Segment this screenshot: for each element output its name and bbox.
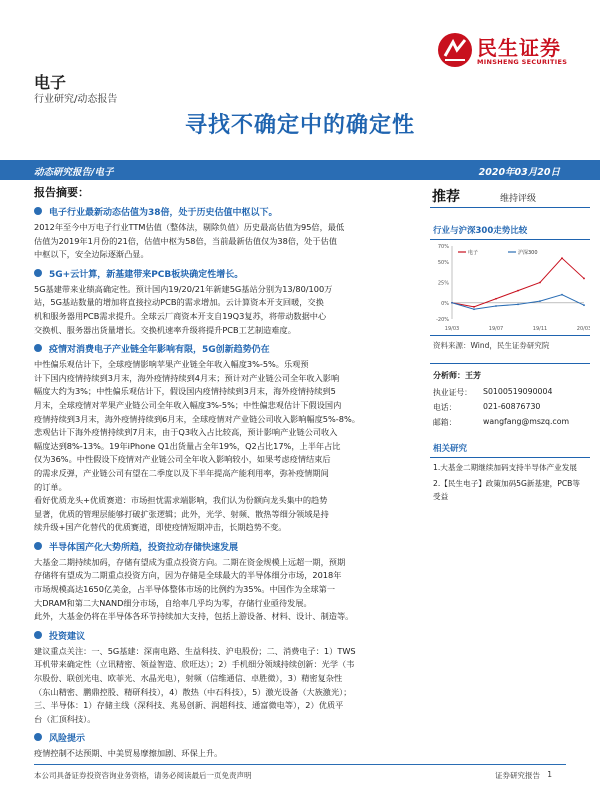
series-line-沪深300	[452, 295, 584, 310]
analyst-info	[430, 385, 590, 430]
y-tick-label: -20%	[436, 317, 449, 323]
section-heading	[34, 629, 424, 642]
text-line: 疫情控制不达预期、中美贸易摩擦加剧、环保上升。	[34, 748, 223, 759]
text-line: （东山精密、鹏鼎控股、精研科技），4）散热（中石科技），5）激光设备（大族激光）；	[34, 686, 352, 697]
text-line: 三、半导体：1）存储主线（深科技、兆易创新、润超科技、通富微电等），2）优质平	[34, 700, 344, 711]
section-heading-text: 风险提示	[49, 734, 86, 745]
section-paragraph	[34, 556, 424, 624]
report-type: 行业研究/动态报告	[34, 94, 118, 105]
section-heading-text: 5G+云计算，新基建带来PCB板块确定性增长。	[49, 269, 244, 280]
info-value: 021-60876730	[483, 402, 541, 411]
page-number: 1	[547, 770, 552, 779]
bullet-icon	[34, 542, 42, 550]
text-line: 站，5G基站数量的增加将直接拉动PCB的需求增加。云计算资本开支回暖，交换	[34, 297, 324, 308]
data-point	[517, 304, 519, 306]
trend-chart-svg	[430, 240, 590, 335]
abstract-title: 报告摘要：	[34, 186, 89, 199]
report-category: 动态研究报告/电子	[34, 167, 114, 178]
report-header	[0, 0, 600, 160]
data-point	[583, 278, 585, 280]
chart-heading: 行业与沪深300走势比较	[430, 222, 590, 240]
info-value: S0100519090004	[483, 387, 553, 396]
section-heading-text: 投资建议	[49, 631, 86, 642]
minsheng-logo-icon	[437, 32, 473, 68]
report-date: 2020年03月20日	[478, 167, 560, 178]
section-heading-text: 疫情对消费电子产业链全年影响有限，5G创新趋势仍在	[49, 345, 270, 356]
industry-label: 电子	[34, 73, 67, 92]
bullet-icon	[34, 733, 42, 741]
text-line: 计下国内疫情持续到3月末，海外疫情持续到4月末；预计对产业链公司全年收入影响	[34, 372, 340, 383]
logo-en-text: MINSHENG SECURITIES	[477, 58, 568, 66]
info-row	[430, 415, 590, 430]
sidebar	[430, 184, 590, 503]
section-heading	[34, 342, 424, 355]
section-heading	[34, 731, 424, 744]
data-point	[539, 300, 541, 302]
text-line: 大基金二期持续加码，存储有望成为重点投资方向。二期在资金规模上远超一期，预期	[34, 556, 346, 567]
x-tick-label: 19/07	[488, 326, 504, 332]
footer-divider	[34, 764, 566, 765]
info-row	[430, 385, 590, 400]
disclaimer-text: 本公司具备证券投资咨询业务资格，请务必阅读最后一页免责声明	[34, 771, 252, 780]
y-tick-label: 0%	[441, 300, 449, 307]
text-line: 大DRAM和第二大NAND细分市场，自给率几乎均为零，存储行业亟待发展。	[34, 597, 312, 608]
text-line: 续升级+国产化替代的优质赛道，即使疫情短期冲击，长期趋势不变。	[34, 522, 287, 533]
section-paragraph	[34, 747, 424, 761]
report-info-bar	[0, 160, 600, 180]
legend-label: 电子	[468, 250, 479, 256]
section-heading-text: 半导体国产化大势所趋，投资拉动存储快速发展	[49, 542, 239, 553]
text-line: 估值为2019年1月份的21倍，估值中枢为58倍，当前最新估值仅为38倍，处于估值	[34, 235, 337, 246]
text-line: 看好优质龙头+优质赛道：市场担忧需求端影响，我们认为份额向龙头集中的趋势	[34, 495, 328, 506]
rating-label: 推荐	[432, 189, 460, 205]
section-paragraph	[34, 221, 424, 262]
series-line-电子	[452, 258, 584, 307]
data-point	[517, 290, 519, 292]
abstract-body	[34, 184, 424, 761]
bullet-icon	[34, 344, 42, 352]
text-line: 的需求反弹，产业链公司有望在二季度以及下半年提高产能利用率，弥补疫情期间	[34, 467, 329, 478]
section-heading	[34, 540, 424, 553]
section-heading	[34, 205, 424, 218]
text-line: 显著，优质的管理层能够打破扩张逻辑；此外，光学、射频、散热等细分领域是持	[34, 508, 329, 519]
related-item[interactable]: 1.大基金二期继续加码支持半导体产业发展	[433, 463, 577, 472]
text-line: 市场规模高达1650亿美金，占半导体整体市场的比例约为35%。中国作为全球第一	[34, 584, 336, 595]
text-line: 中性偏乐观估计下，全球疫情影响苹果产业链全年收入幅度3%-5%。乐观预	[34, 359, 309, 370]
page-footer	[0, 764, 600, 800]
x-tick-label: 19/03	[444, 326, 460, 332]
text-line: 机和服务器用PCB需求提升。全球云厂商资本开支自19Q3复苏，将带动数据中心	[34, 310, 327, 321]
related-item[interactable]: 2.【民生电子】政策加码5G新基建，PCB等受益	[433, 479, 580, 501]
text-line: 5G基建带来业绩高确定性。预计国内19/20/21年新建5G基站分别为13/80/100万	[34, 283, 333, 294]
y-tick-label: 70%	[437, 244, 449, 250]
bullet-icon	[34, 269, 42, 277]
bullet-icon	[34, 207, 42, 215]
data-point	[451, 302, 453, 304]
data-point	[561, 257, 563, 259]
bullet-icon	[34, 631, 42, 639]
data-point	[583, 304, 585, 306]
data-point	[495, 305, 497, 307]
text-line: 疫情持续到3月末，海外疫情持续到6月末，全球疫情对产业链公司收入影响幅度5%-8%。	[34, 413, 360, 424]
y-tick-label: 50%	[437, 260, 449, 267]
trend-chart	[430, 240, 590, 335]
abstract-sections	[34, 205, 424, 761]
data-point	[539, 282, 541, 284]
legend-label: 沪深300	[518, 250, 538, 256]
text-line: 仅为36%。中性假设下疫情对产业链公司全年收入影响较小，如果考虑疫情结束后	[34, 454, 331, 465]
info-value[interactable]: wangfang@mszq.com	[483, 417, 570, 426]
text-line: 建议重点关注：一、5G基建：深南电路、生益科技、沪电股份；二、消费电子：1）TWS	[34, 645, 356, 656]
section-paragraph	[34, 283, 424, 337]
text-line: 台（汇顶科技）。	[34, 713, 96, 724]
data-point	[495, 298, 497, 300]
text-line: 月末，全球疫情对苹果产业链公司全年收入幅度3%-5%；中性偏悲观估计下假设国内	[34, 399, 342, 410]
logo-cn-text: 民生证券	[477, 36, 561, 60]
page-title: 寻找不确定中的确定性	[184, 113, 415, 138]
section-paragraph	[34, 358, 424, 535]
info-label: 电话：	[433, 403, 457, 412]
text-line: 此外，大基金仍将在半导体各环节持续加大支持，包括上游设备、材料、设计、制造等。	[34, 611, 354, 622]
data-point	[473, 308, 475, 310]
section-heading	[34, 267, 424, 280]
text-line: 尔股份、联创光电、欧菲光、水晶光电），射频（信维通信、卓胜微），3）精密复杂性	[34, 673, 343, 684]
section-heading-text: 电子行业最新动态估值为38倍，处于历史估值中枢以下。	[49, 208, 278, 218]
text-line: 耳机带来确定性（立讯精密、领益智造、欣旺达）；2）手机细分领域持续创新：光学（韦	[34, 659, 355, 670]
analyst-name: 分析师：王芳	[430, 363, 590, 385]
chart-source: 资料来源：Wind，民生证券研究院	[430, 335, 590, 355]
text-line: 中枢以下，安全边际逐渐凸显。	[34, 249, 149, 260]
footer-label: 证券研究报告	[495, 771, 540, 780]
rating-row	[430, 184, 590, 208]
text-line: 的订单。	[34, 481, 67, 492]
company-logo	[437, 30, 587, 70]
info-label: 执业证号：	[433, 388, 472, 397]
text-line: 幅度大约为3%；中性偏乐观估计下，假设国内疫情持续到3月末，海外疫情持续到5	[34, 386, 336, 397]
section-paragraph	[34, 645, 424, 727]
text-line: 交换机、服务器出货量增长。交换机速率升级将提升PCB工艺制造难度。	[34, 324, 296, 335]
info-label: 邮箱：	[433, 418, 457, 427]
data-point	[473, 306, 475, 308]
text-line: 2012年至今中万电子行业TTM估值（整体法，剔除负值）历史最高估值为95倍，最低	[34, 222, 345, 232]
info-row	[430, 400, 590, 415]
text-line: 存储将有望成为二期重点投资方向，因为存储是全球最大的半导体细分市场，2018年	[34, 570, 342, 581]
related-list	[430, 458, 590, 503]
rating-status: 维持评级	[500, 194, 537, 204]
related-heading: 相关研究	[430, 440, 590, 458]
y-tick-label: 25%	[437, 280, 449, 287]
data-point	[561, 294, 563, 296]
text-line: 悲观估计下海外疫情持续到7月末，由于Q3收入占比较高，预计影响产业链公司收入	[34, 427, 338, 438]
x-tick-label: 20/03	[576, 326, 590, 332]
text-line: 幅度达到8%-13%。19年iPhone Q1出货量占全年19%，Q2占比17%，上半年占比	[34, 440, 341, 451]
x-tick-label: 19/11	[532, 326, 548, 332]
